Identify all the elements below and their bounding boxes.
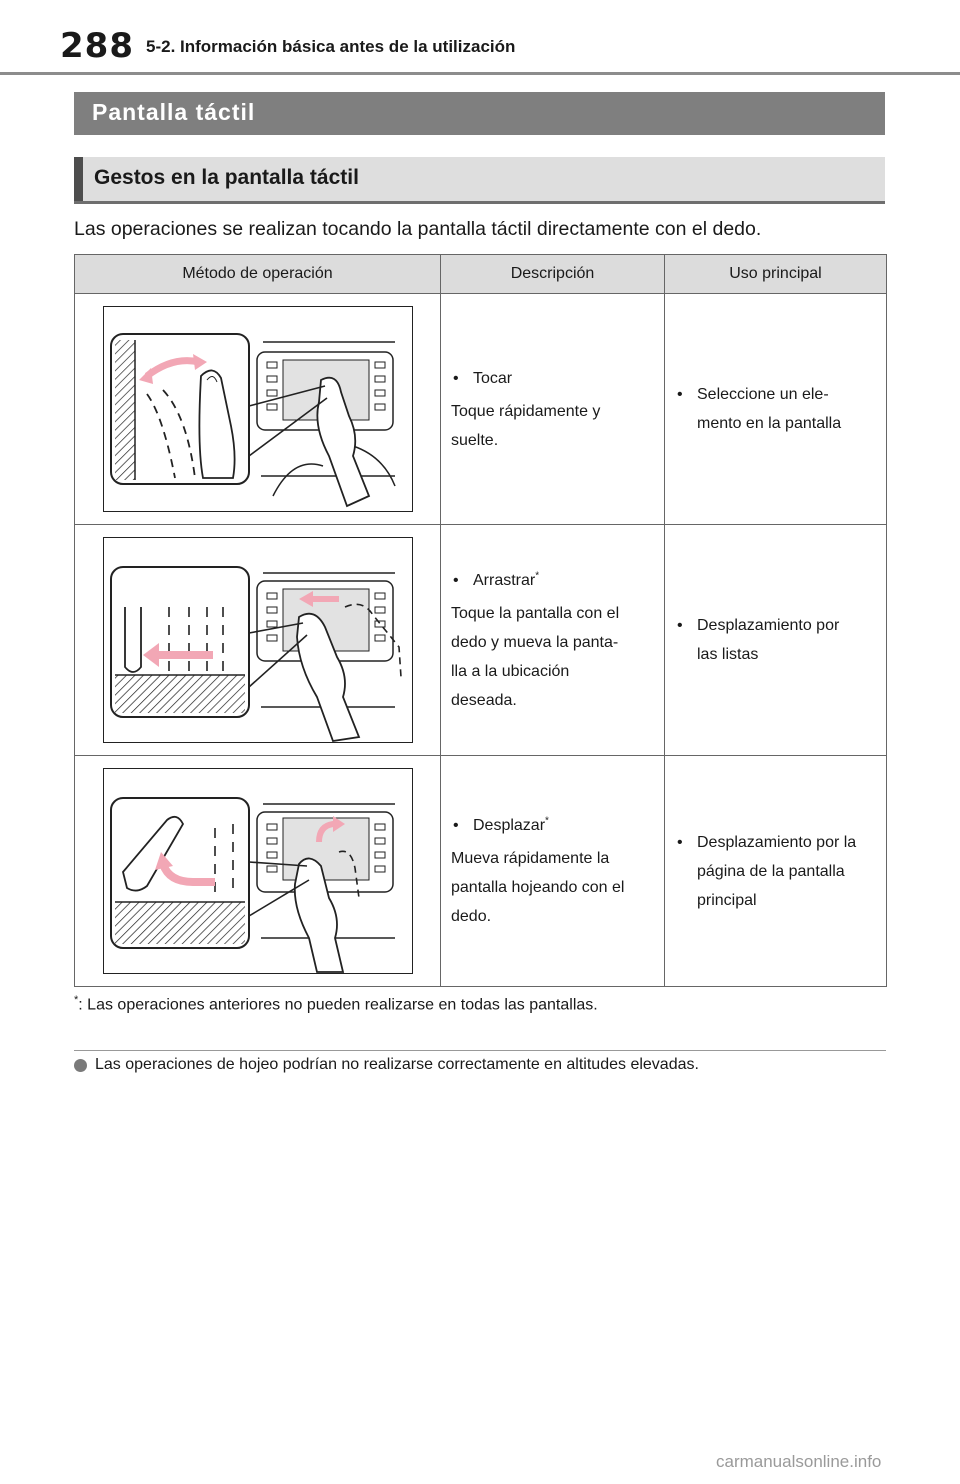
watermark: carmanualsonline.info (716, 1452, 882, 1471)
subsection-title: Gestos en la pantalla táctil (94, 166, 359, 189)
description-line: deseada. (451, 691, 517, 709)
gesture-name: Tocar (473, 369, 513, 387)
use-line: página de la pantalla (697, 862, 845, 880)
use-line: Desplazamiento por la (697, 833, 857, 851)
use-line: Seleccione un ele- (697, 386, 829, 403)
bullet-dot: • (453, 369, 459, 387)
use-line: principal (697, 891, 757, 909)
illustration-cell (75, 294, 441, 525)
subsection-accent (74, 157, 83, 201)
use-cell (665, 756, 887, 987)
drag-gesture-illustration (103, 537, 413, 743)
page-number: 288 (60, 26, 134, 66)
tap-gesture-illustration (103, 306, 413, 512)
note (74, 1056, 699, 1074)
description-line: dedo y mueva la panta- (451, 633, 619, 651)
asterisk-mark: * (545, 815, 549, 827)
description-line: dedo. (451, 908, 492, 925)
note-bullet-icon (74, 1059, 87, 1072)
bullet-dot: • (677, 386, 683, 403)
footnote (74, 994, 598, 1014)
description-cell (441, 525, 665, 756)
use-line: mento en la pantalla (697, 415, 842, 432)
use-cell (665, 525, 887, 756)
bullet-dot: • (677, 833, 683, 851)
footnote-text: : Las operaciones anteriores no pueden realizarse en todas las pantallas. (78, 996, 598, 1014)
table-row (75, 756, 887, 987)
table-header-row (75, 255, 887, 294)
gesture-name: Desplazar (473, 817, 546, 834)
use-line: Desplazamiento por (697, 617, 840, 634)
header-rule (0, 72, 960, 75)
section-title: Pantalla táctil (92, 99, 256, 125)
description-line: suelte. (451, 431, 499, 449)
description-line: pantalla hojeando con el (451, 879, 625, 896)
description-line: lla a la ubicación (451, 662, 570, 680)
bullet-dot: • (453, 571, 459, 589)
header-use: Uso principal (665, 255, 887, 294)
table-row (75, 294, 887, 525)
bullet-dot: • (677, 617, 683, 634)
intro-text: Las operaciones se realizan tocando la pantalla táctil directamente con el dedo. (74, 218, 762, 240)
running-head: 5-2. Información básica antes de la utilización (146, 37, 516, 56)
gestures-table (74, 254, 887, 987)
description-line: Toque la pantalla con el (451, 604, 620, 622)
note-divider (74, 1050, 886, 1051)
description-cell (441, 756, 665, 987)
header-method: Método de operación (75, 255, 441, 294)
note-text: Las operaciones de hojeo podrían no realizarse correctamente en altitudes elevadas. (95, 1056, 699, 1073)
gesture-name: Arrastrar (473, 571, 536, 589)
illustration-cell (75, 525, 441, 756)
description-line: Toque rápidamente y (451, 402, 601, 420)
table-row (75, 525, 887, 756)
subsection-heading (74, 157, 885, 204)
flick-gesture-illustration (103, 768, 413, 974)
section-heading (74, 92, 885, 135)
use-line: las listas (697, 646, 759, 663)
description-line: Mueva rápidamente la (451, 850, 610, 867)
header-description: Descripción (441, 255, 665, 294)
bullet-dot: • (453, 817, 459, 834)
use-cell (665, 294, 887, 525)
footnote-mark: * (74, 994, 79, 1006)
illustration-cell (75, 756, 441, 987)
asterisk-mark: * (535, 570, 540, 582)
description-cell (441, 294, 665, 525)
